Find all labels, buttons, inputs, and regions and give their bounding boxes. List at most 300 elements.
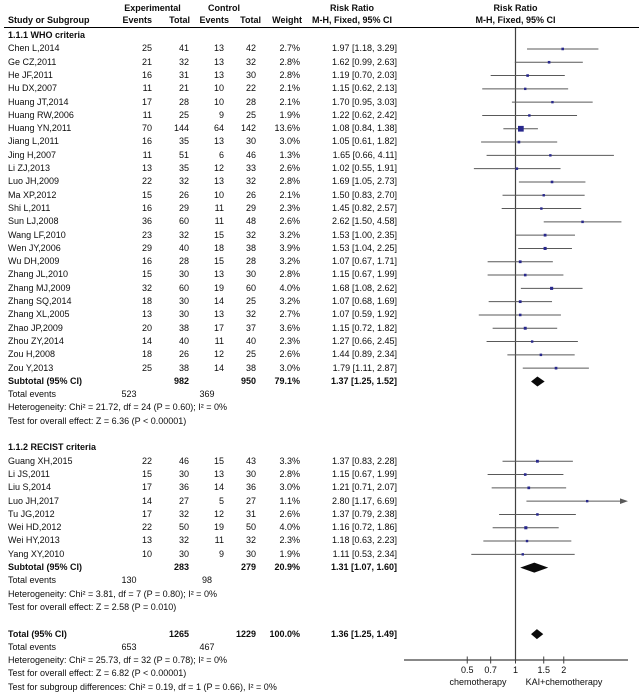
header-underline bbox=[4, 27, 639, 28]
stats-text: Test for overall effect: Z = 6.36 (P < 0.00001) bbox=[8, 415, 187, 426]
weight-value: 3.0% bbox=[279, 482, 300, 493]
total-exp: 30 bbox=[178, 269, 189, 280]
total-ctl: 25 bbox=[245, 109, 256, 120]
rr-ci-text: 1.45 [0.82, 2.57] bbox=[331, 202, 397, 213]
events-exp: 16 bbox=[141, 136, 152, 147]
events-exp: 32 bbox=[141, 282, 152, 293]
study-name: Ma XP,2012 bbox=[8, 189, 57, 200]
effect-square bbox=[524, 274, 527, 277]
study-name: Zhou ZY,2014 bbox=[8, 335, 64, 346]
events-ctl: 12 bbox=[213, 508, 224, 519]
total-exp: 32 bbox=[178, 56, 189, 67]
weight-value: 13.6% bbox=[274, 123, 300, 134]
total-exp: 32 bbox=[178, 229, 189, 240]
total-ctl: 33 bbox=[245, 163, 256, 173]
weight-value: 1.1% bbox=[279, 495, 300, 506]
events-ctl: 14 bbox=[213, 482, 224, 493]
events-ctl: 13 bbox=[213, 309, 224, 320]
study-name: Zhang MJ,2009 bbox=[8, 282, 71, 293]
total-exp: 30 bbox=[178, 468, 189, 479]
weight-header: Weight bbox=[272, 15, 302, 25]
weight-value: 2.7% bbox=[279, 43, 300, 54]
study-marker bbox=[474, 167, 561, 169]
stats-text: Test for subgroup differences: Chi² = 0.19, df = 1 (P = 0.66), I² = 0% bbox=[8, 681, 277, 692]
weight-value: 2.3% bbox=[279, 202, 300, 213]
rr-ci-text: 1.37 [1.25, 1.52] bbox=[330, 375, 397, 386]
total-exp: 60 bbox=[178, 216, 189, 227]
study-marker bbox=[491, 74, 565, 77]
rr-ci-text: 2.62 [1.50, 4.58] bbox=[331, 216, 397, 227]
weight-value: 2.6% bbox=[279, 508, 300, 519]
events-exp: 18 bbox=[141, 349, 152, 360]
axis-left-label: chemotherapy bbox=[449, 677, 507, 687]
study-name: Wei HY,2013 bbox=[8, 535, 60, 546]
weight-value: 2.3% bbox=[279, 335, 300, 346]
weight-value: 79.1% bbox=[274, 375, 300, 386]
axis-tick-label: 1 bbox=[512, 665, 519, 675]
rr-ci-text: 1.97 [1.18, 3.29] bbox=[331, 43, 397, 54]
experimental-group-header: Experimental bbox=[124, 3, 181, 13]
effect-square bbox=[551, 101, 553, 103]
events-ctl: 11 bbox=[214, 202, 224, 213]
rr-ci-text: 1.02 [0.55, 1.91] bbox=[331, 163, 397, 173]
rr-ci-text: 1.11 [0.53, 2.34] bbox=[332, 548, 397, 559]
events-ctl: 12 bbox=[213, 349, 224, 360]
events-exp: 25 bbox=[141, 362, 152, 373]
total-ctl: 31 bbox=[245, 508, 256, 519]
total-ctl: 46 bbox=[245, 149, 256, 160]
study-name: Guang XH,2015 bbox=[8, 455, 73, 466]
study-marker bbox=[503, 194, 585, 196]
total-exp: 35 bbox=[178, 163, 189, 173]
study-marker bbox=[493, 526, 559, 529]
pooled-diamond bbox=[520, 563, 548, 573]
rr-ci-text: 1.69 [1.05, 2.73] bbox=[331, 176, 397, 187]
events-ctl: 10 bbox=[213, 83, 224, 94]
total-ctl: 22 bbox=[245, 83, 256, 94]
study-marker bbox=[482, 88, 568, 90]
effect-square bbox=[524, 473, 527, 476]
total-exp: 30 bbox=[178, 309, 189, 320]
study-marker bbox=[527, 48, 598, 51]
events-exp: 21 bbox=[141, 56, 152, 67]
events-exp: 15 bbox=[141, 468, 152, 479]
total-exp: 25 bbox=[178, 109, 189, 120]
study-name: Huang YN,2011 bbox=[8, 123, 72, 134]
total-ctl: 30 bbox=[245, 269, 256, 280]
total-exp: 40 bbox=[178, 335, 189, 346]
weight-value: 1.9% bbox=[279, 109, 300, 120]
events-ctl: 11 bbox=[214, 335, 224, 346]
effect-square bbox=[518, 141, 521, 144]
total-events-ctl: 98 bbox=[201, 575, 212, 586]
total-ctl: 27 bbox=[245, 495, 256, 506]
total-ctl: 32 bbox=[245, 229, 256, 240]
rr-ci-text: 1.31 [1.07, 1.60] bbox=[330, 562, 397, 572]
study-name: Jiang L,2011 bbox=[8, 136, 59, 147]
effect-square bbox=[522, 553, 524, 555]
events-exp: 17 bbox=[141, 508, 152, 519]
events-ctl: 12 bbox=[213, 163, 224, 173]
total-exp: 46 bbox=[178, 455, 189, 466]
events-ctl: 14 bbox=[213, 296, 224, 306]
total-ctl: 25 bbox=[245, 296, 256, 306]
stats-text: Heterogeneity: Chi² = 3.81, df = 7 (P = 0.80); I² = 0% bbox=[8, 588, 217, 599]
rr-ci-text: 1.15 [0.67, 1.99] bbox=[331, 468, 397, 479]
pooled-diamond bbox=[531, 629, 543, 639]
weight-value: 3.0% bbox=[279, 136, 300, 147]
rr-ci-text: 1.15 [0.62, 2.13] bbox=[331, 83, 397, 94]
study-marker bbox=[489, 300, 552, 303]
rr-ci-text: 1.37 [0.83, 2.28] bbox=[331, 455, 397, 466]
total-exp: 29 bbox=[178, 202, 189, 213]
study-name: Jing H,2007 bbox=[8, 149, 57, 160]
events-ctl: 13 bbox=[213, 269, 224, 280]
total-exp: 27 bbox=[178, 495, 189, 506]
effect-square bbox=[524, 88, 526, 90]
events-ctl: 64 bbox=[213, 123, 224, 134]
events-exp: 15 bbox=[141, 189, 152, 200]
events-exp: 13 bbox=[141, 309, 152, 320]
study-name: Hu DX,2007 bbox=[8, 83, 58, 94]
total-ctl: 950 bbox=[240, 375, 256, 386]
weight-value: 3.2% bbox=[279, 229, 300, 240]
total-exp: 21 bbox=[178, 83, 189, 94]
total-ctl: 32 bbox=[245, 176, 256, 187]
total-exp: 36 bbox=[178, 482, 189, 493]
study-name: Chen L,2014 bbox=[8, 43, 60, 54]
study-marker bbox=[526, 498, 628, 504]
pooled-label: Subtotal (95% CI) bbox=[8, 562, 83, 572]
rr-ci-text: 1.68 [1.08, 2.62] bbox=[331, 282, 397, 293]
axis-tick-label: 0.7 bbox=[484, 665, 497, 675]
events-exp: 16 bbox=[141, 256, 152, 267]
events-exp: 22 bbox=[141, 522, 152, 533]
stats-text: Heterogeneity: Chi² = 25.73, df = 32 (P = 0.78); I² = 0% bbox=[8, 655, 227, 666]
study-marker bbox=[515, 61, 583, 64]
total-exp: 1265 bbox=[168, 628, 189, 639]
total-exp: 32 bbox=[178, 535, 189, 546]
rr-ci-text: 1.37 [0.79, 2.38] bbox=[331, 508, 397, 519]
weight-value: 2.8% bbox=[279, 269, 300, 280]
study-marker bbox=[516, 234, 575, 237]
events-ctl: 10 bbox=[213, 189, 224, 200]
events-exp: 20 bbox=[141, 322, 152, 333]
total-ctl: 40 bbox=[245, 335, 256, 346]
rr-ci-text: 1.53 [1.04, 2.25] bbox=[331, 242, 397, 253]
events-ctl: 10 bbox=[213, 96, 224, 107]
events-exp: 11 bbox=[142, 109, 152, 120]
events-exp: 17 bbox=[141, 96, 152, 107]
effect-square bbox=[540, 354, 542, 356]
total-ctl: 60 bbox=[245, 282, 256, 293]
events-exp: 22 bbox=[141, 455, 152, 466]
total-exp: 35 bbox=[178, 136, 189, 147]
study-marker bbox=[493, 327, 558, 330]
effect-square bbox=[544, 234, 547, 237]
total-ctl: 37 bbox=[245, 322, 256, 333]
total-exp: 982 bbox=[173, 375, 189, 386]
weight-value: 4.0% bbox=[279, 522, 300, 533]
risk-ratio-column-header: Risk Ratio bbox=[329, 3, 374, 13]
weight-value: 2.8% bbox=[279, 176, 300, 187]
study-name: Zou H,2008 bbox=[8, 349, 56, 360]
total-exp: 28 bbox=[178, 96, 189, 107]
events-exp: 70 bbox=[141, 123, 152, 134]
events-ctl: 13 bbox=[213, 136, 224, 147]
events-exp: 15 bbox=[141, 269, 152, 280]
effect-square bbox=[548, 61, 551, 64]
study-name: Wang LF,2010 bbox=[8, 229, 66, 240]
rr-ci-text: 1.53 [1.00, 2.35] bbox=[331, 229, 397, 240]
total-events-exp: 523 bbox=[121, 389, 137, 400]
effect-square bbox=[586, 500, 588, 502]
weight-value: 2.1% bbox=[279, 96, 300, 107]
study-name: Li ZJ,2013 bbox=[8, 163, 51, 173]
study-name: He JF,2011 bbox=[8, 69, 53, 80]
study-name: Zhang SQ,2014 bbox=[8, 296, 72, 306]
events-exp: 11 bbox=[142, 149, 152, 160]
total-exp: 144 bbox=[173, 123, 189, 134]
events-exp: 29 bbox=[141, 242, 152, 253]
effect-square bbox=[551, 181, 554, 184]
total-events-label: Total events bbox=[8, 641, 57, 652]
events-ctl: 11 bbox=[214, 535, 224, 546]
study-name: Liu S,2014 bbox=[8, 482, 52, 493]
rr-ci-text: 1.07 [0.67, 1.71] bbox=[331, 256, 397, 267]
weight-value: 2.6% bbox=[279, 216, 300, 227]
study-name: Huang JT,2014 bbox=[8, 96, 69, 107]
total-exp: 30 bbox=[178, 548, 189, 559]
study-column-header: Study or Subgroup bbox=[8, 15, 90, 25]
events-exp: 25 bbox=[141, 43, 152, 54]
effect-square bbox=[528, 114, 530, 116]
events-ctl: 14 bbox=[213, 362, 224, 373]
events-exp: 17 bbox=[141, 482, 152, 493]
pooled-label: Total (95% CI) bbox=[8, 628, 67, 639]
weight-value: 4.0% bbox=[279, 282, 300, 293]
total-events-ctl: 467 bbox=[199, 641, 215, 652]
effect-square bbox=[550, 287, 553, 290]
rr-ci-text: 1.15 [0.72, 1.82] bbox=[331, 322, 397, 333]
total-exp-header: Total bbox=[169, 15, 190, 25]
weight-value: 100.0% bbox=[269, 628, 300, 639]
total-exp: 50 bbox=[178, 522, 189, 533]
study-name: Zhang JL,2010 bbox=[8, 269, 69, 280]
events-exp: 13 bbox=[141, 163, 152, 173]
rr-ci-text: 1.07 [0.68, 1.69] bbox=[331, 296, 397, 306]
total-ctl: 1229 bbox=[235, 628, 256, 639]
ci-plot-header: M-H, Fixed, 95% CI bbox=[475, 15, 556, 25]
total-exp: 28 bbox=[178, 256, 189, 267]
study-name: Zhang XL,2005 bbox=[8, 309, 70, 320]
study-name: Huang RW,2006 bbox=[8, 109, 74, 120]
study-name: Zhao JP,2009 bbox=[8, 322, 63, 333]
rr-ci-text: 1.05 [0.61, 1.82] bbox=[331, 136, 397, 147]
events-ctl-header: Events bbox=[199, 15, 229, 25]
weight-value: 2.3% bbox=[279, 535, 300, 546]
total-exp: 283 bbox=[173, 562, 189, 572]
weight-value: 3.3% bbox=[279, 455, 300, 466]
events-ctl: 13 bbox=[213, 69, 224, 80]
rr-ci-text: 1.65 [0.66, 4.11] bbox=[332, 149, 397, 160]
rr-ci-text: 2.80 [1.17, 6.69] bbox=[331, 495, 397, 506]
axis-tick-label: 2 bbox=[561, 665, 567, 675]
study-marker bbox=[502, 207, 582, 209]
total-events-ctl: 369 bbox=[199, 389, 215, 400]
ci-arrow bbox=[620, 498, 628, 504]
effect-square bbox=[536, 513, 538, 515]
total-ctl: 28 bbox=[245, 96, 256, 107]
rr-ci-text: 1.62 [0.99, 2.63] bbox=[331, 56, 397, 67]
weight-value: 3.2% bbox=[279, 256, 300, 267]
risk-ratio-plot-header: Risk Ratio bbox=[493, 3, 538, 13]
study-marker bbox=[499, 513, 576, 515]
study-name: Wu DH,2009 bbox=[8, 256, 60, 267]
events-ctl: 9 bbox=[218, 548, 224, 559]
total-events-exp: 130 bbox=[121, 575, 137, 586]
events-ctl: 6 bbox=[218, 149, 224, 160]
weight-value: 3.0% bbox=[279, 362, 300, 373]
total-exp: 38 bbox=[178, 362, 189, 373]
total-ctl-header: Total bbox=[240, 15, 261, 25]
total-events-exp: 653 bbox=[121, 641, 137, 652]
effect-square bbox=[519, 260, 522, 263]
total-exp: 60 bbox=[178, 282, 189, 293]
weight-value: 2.8% bbox=[279, 56, 300, 67]
rr-ci-text: 1.18 [0.63, 2.23] bbox=[331, 535, 397, 546]
study-name: Ge CZ,2011 bbox=[8, 56, 57, 67]
events-ctl: 15 bbox=[213, 229, 224, 240]
total-ctl: 32 bbox=[245, 56, 256, 67]
study-marker bbox=[518, 247, 572, 250]
events-exp: 36 bbox=[141, 216, 152, 227]
total-ctl: 28 bbox=[245, 256, 256, 267]
axis-right-label: KAI+chemotherapy bbox=[525, 677, 603, 687]
study-name: Sun LJ,2008 bbox=[8, 216, 59, 227]
axis-tick-label: 1.5 bbox=[537, 665, 550, 675]
effect-square bbox=[543, 194, 545, 196]
events-ctl: 13 bbox=[213, 43, 224, 54]
study-marker bbox=[488, 274, 564, 277]
events-exp: 18 bbox=[141, 296, 152, 306]
study-name: Luo JH,2009 bbox=[8, 176, 60, 187]
weight-value: 2.8% bbox=[279, 468, 300, 479]
total-exp: 38 bbox=[178, 322, 189, 333]
effect-square bbox=[540, 207, 542, 209]
study-name: Luo JH,2017 bbox=[8, 495, 60, 506]
total-exp: 41 bbox=[178, 43, 189, 54]
study-marker bbox=[488, 473, 564, 476]
events-ctl: 15 bbox=[213, 256, 224, 267]
stats-text: Test for overall effect: Z = 2.58 (P = 0.010) bbox=[8, 601, 177, 612]
study-marker bbox=[471, 553, 574, 555]
events-ctl: 18 bbox=[213, 242, 224, 253]
study-name: Li JS,2011 bbox=[8, 468, 50, 479]
rr-ci-text: 1.19 [0.70, 2.03] bbox=[331, 69, 397, 80]
effect-square bbox=[526, 540, 528, 542]
weight-value: 20.9% bbox=[274, 562, 300, 572]
weight-value: 2.7% bbox=[279, 309, 300, 320]
events-exp: 23 bbox=[141, 229, 152, 240]
events-ctl: 13 bbox=[213, 176, 224, 187]
study-marker bbox=[482, 114, 577, 116]
study-marker bbox=[488, 260, 553, 263]
study-name: Zou Y,2013 bbox=[8, 362, 54, 373]
effect-square bbox=[518, 126, 524, 132]
total-events-label: Total events bbox=[8, 575, 57, 586]
weight-value: 3.9% bbox=[279, 242, 300, 253]
total-exp: 30 bbox=[178, 296, 189, 306]
events-ctl: 5 bbox=[218, 495, 224, 506]
subgroup-header: 1.1.2 RECIST criteria bbox=[8, 442, 97, 453]
axis-tick-label: 0.5 bbox=[460, 665, 474, 675]
study-marker bbox=[544, 221, 622, 223]
total-ctl: 29 bbox=[245, 202, 256, 213]
total-ctl: 32 bbox=[245, 535, 256, 546]
pooled-diamond bbox=[531, 376, 545, 386]
weight-value: 2.6% bbox=[279, 163, 300, 173]
weight-value: 3.2% bbox=[279, 296, 300, 306]
events-ctl: 19 bbox=[213, 522, 224, 533]
effect-square bbox=[526, 74, 529, 77]
effect-square bbox=[516, 167, 518, 169]
total-ctl: 48 bbox=[245, 216, 256, 227]
rr-ci-text: 1.70 [0.95, 3.03] bbox=[331, 96, 397, 107]
study-name: Wen JY,2006 bbox=[8, 242, 61, 253]
study-marker bbox=[487, 340, 578, 342]
total-ctl: 42 bbox=[245, 43, 256, 54]
events-exp: 22 bbox=[141, 176, 152, 187]
events-ctl: 17 bbox=[213, 322, 224, 333]
weight-value: 1.9% bbox=[279, 548, 300, 559]
events-exp: 16 bbox=[141, 202, 152, 213]
study-name: Yang XY,2010 bbox=[8, 548, 65, 559]
pooled-label: Subtotal (95% CI) bbox=[8, 375, 83, 386]
events-exp: 14 bbox=[141, 335, 152, 346]
events-ctl: 11 bbox=[214, 216, 224, 227]
rr-ci-text: 1.50 [0.83, 2.70] bbox=[331, 189, 397, 200]
weight-value: 2.8% bbox=[279, 69, 300, 80]
study-marker bbox=[481, 141, 557, 144]
events-exp: 13 bbox=[141, 535, 152, 546]
total-ctl: 30 bbox=[245, 136, 256, 147]
stats-text: Test for overall effect: Z = 6.82 (P < 0.00001) bbox=[8, 668, 187, 679]
rr-ci-text: 1.16 [0.72, 1.86] bbox=[331, 522, 397, 533]
events-exp: 16 bbox=[141, 69, 152, 80]
study-marker bbox=[521, 287, 583, 290]
total-events-label: Total events bbox=[8, 389, 57, 400]
effect-square bbox=[549, 154, 551, 156]
rr-ci-text: 1.21 [0.71, 2.07] bbox=[331, 482, 397, 493]
study-marker bbox=[519, 181, 586, 184]
effect-square bbox=[581, 221, 583, 223]
study-marker bbox=[523, 367, 589, 370]
study-name: Shi L,2011 bbox=[8, 202, 51, 213]
effect-square bbox=[531, 340, 533, 342]
ci-column-header: M-H, Fixed, 95% CI bbox=[311, 15, 392, 25]
total-ctl: 30 bbox=[245, 548, 256, 559]
study-name: Wei HD,2012 bbox=[8, 522, 62, 533]
total-exp: 32 bbox=[178, 508, 189, 519]
study-marker bbox=[503, 460, 573, 463]
control-group-header: Control bbox=[208, 3, 240, 13]
total-ctl: 30 bbox=[245, 69, 256, 80]
total-ctl: 30 bbox=[245, 468, 256, 479]
study-marker bbox=[479, 314, 561, 317]
effect-square bbox=[561, 48, 564, 51]
total-exp: 26 bbox=[178, 349, 189, 360]
